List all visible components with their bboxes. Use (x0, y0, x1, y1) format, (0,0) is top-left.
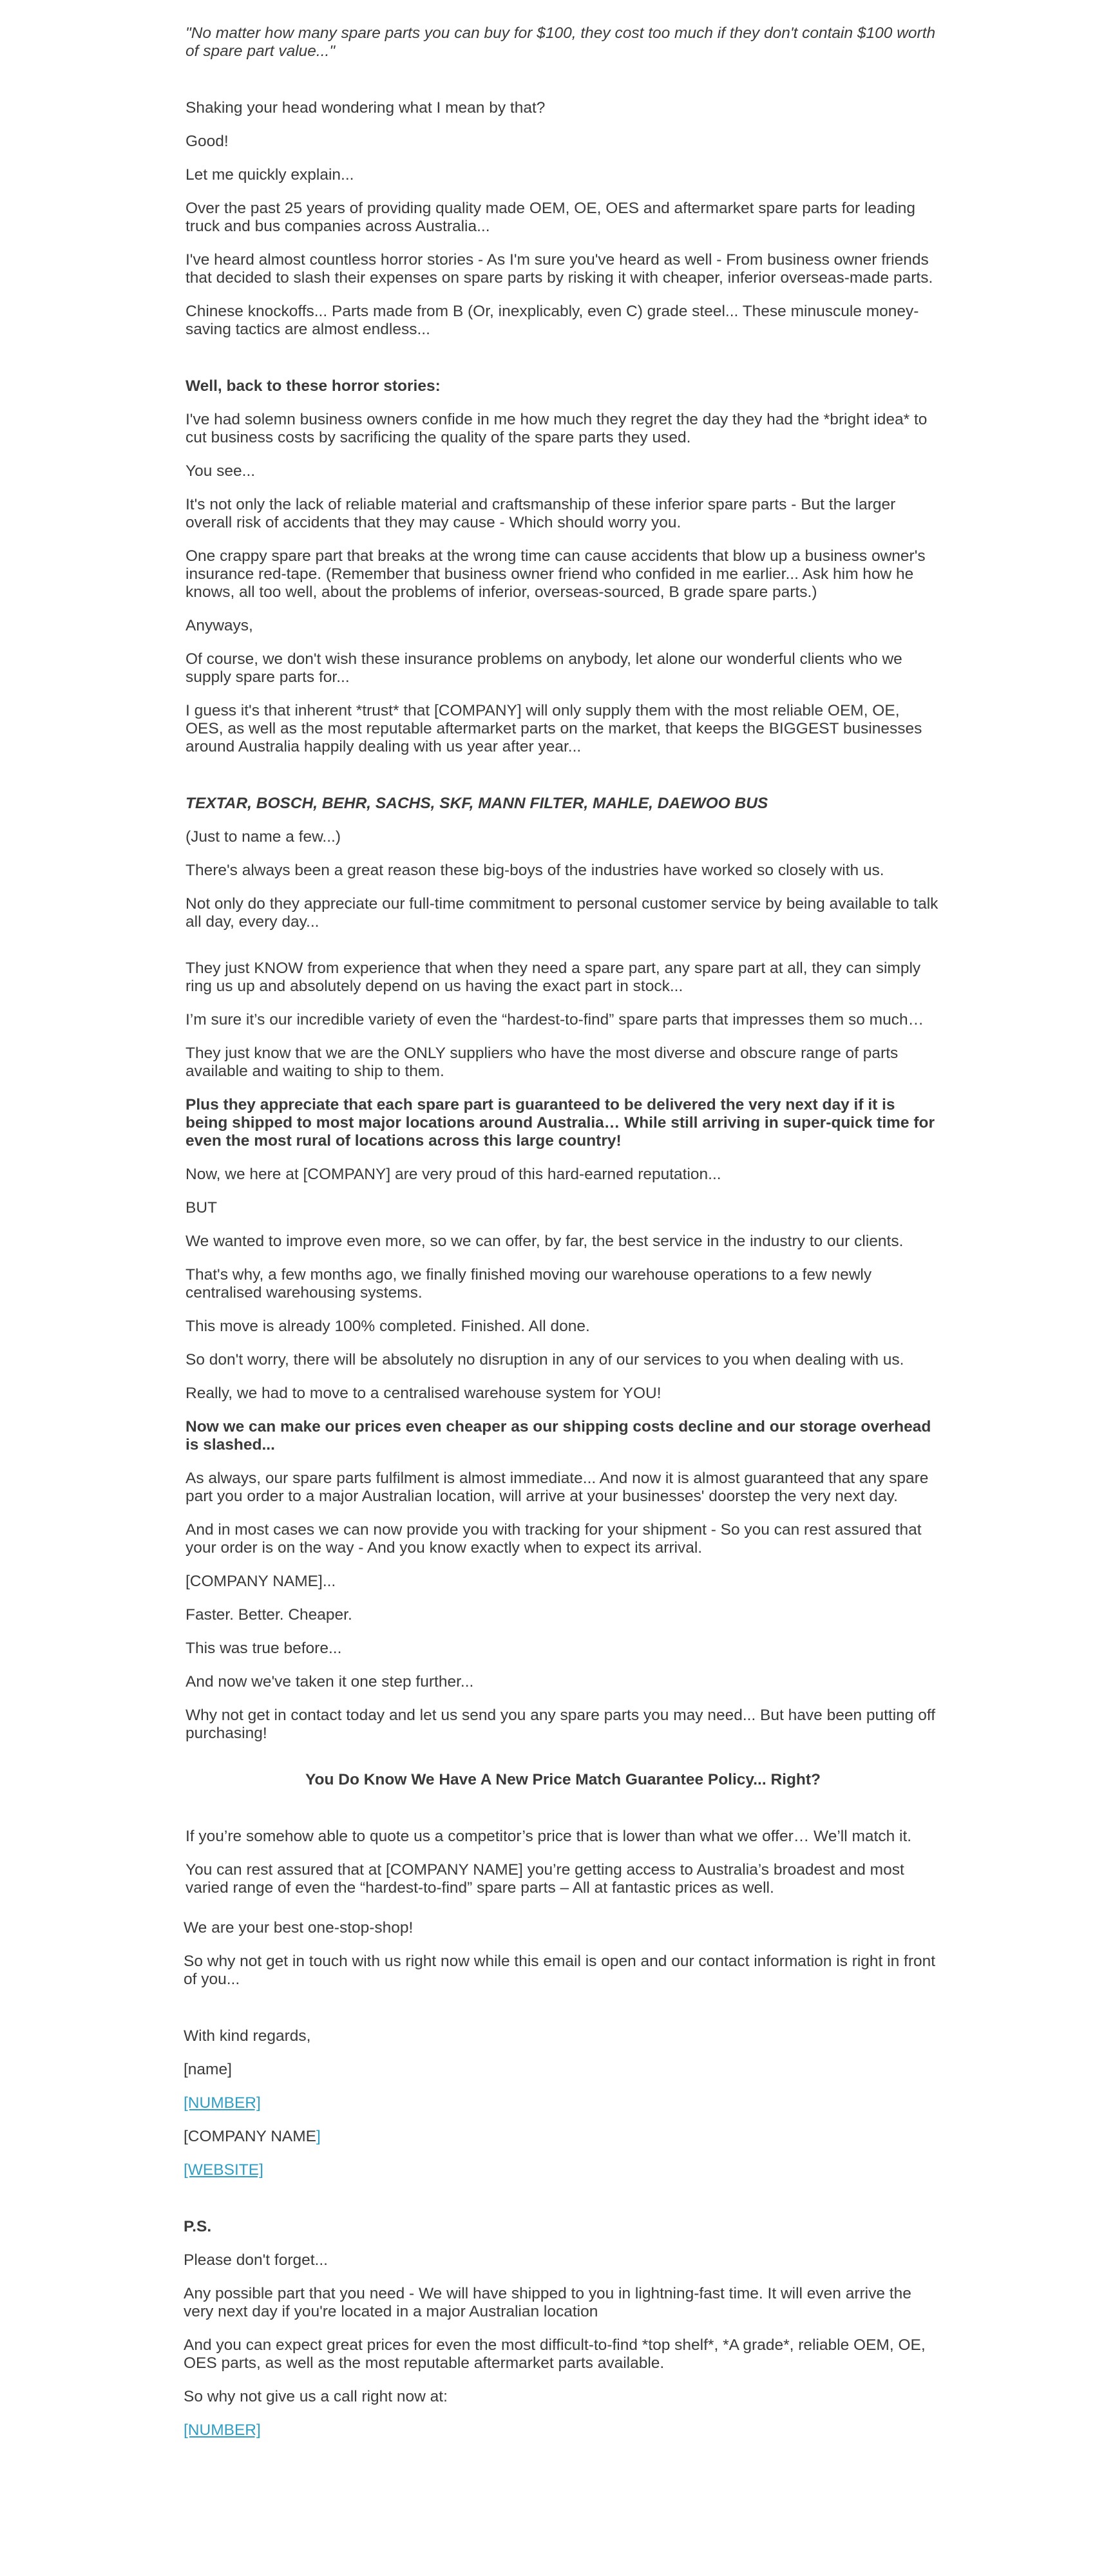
horror-paragraph: Anyways, (186, 617, 253, 634)
postscript-block (184, 2218, 940, 2439)
price-match-paragraph: You can rest assured that at [COMPANY NAME] you’re getting access to Australia’s broadest and most varied range of even the “hardest-to-find” spare parts – All at fantastic prices as well. (186, 1861, 904, 1897)
next-day-delivery-statement: Plus they appreciate that each spare part is guaranteed to be delivered the very next day if it is being shipped to most major locations around Australia… While still arriving in super-quick time for even the most rural of locations across this large country! (186, 1096, 935, 1150)
warehouse-paragraph: BUT (186, 1199, 217, 1217)
warehouse-paragraph: This move is already 100% completed. Finished. All done. (186, 1318, 590, 1335)
sender-name: [name] (184, 2061, 232, 2078)
brands-paragraph: (Just to name a few...) (186, 828, 341, 846)
brands-paragraph: Not only do they appreciate our full-time commitment to personal customer service by being available to talk all day, every day... (186, 895, 938, 931)
ps-paragraph: Any possible part that you need - We will have shipped to you in lightning-fast time. It will even arrive the very next day if you're located in a major Australian location (184, 2285, 911, 2320)
brands-paragraph: There's always been a great reason these big-boys of the industries have worked so closely with us. (186, 862, 884, 879)
horror-stories-heading: Well, back to these horror stories: (186, 377, 441, 395)
warehouse-paragraph: That's why, a few months ago, we finally finished moving our warehouse operations to a few newly centralised warehousing systems. (186, 1266, 872, 1302)
price-match-paragraph: If you’re somehow able to quote us a competitor’s price that is lower than what we offer… We’ll match it. (186, 1828, 912, 1845)
fulfilment-paragraph: As always, our spare parts fulfilment is almost immediate... And now it is almost guaranteed that any spare part you order to a major Australian location, will arrive at your businesses' doorstep the very next day. (186, 1470, 929, 1505)
sign-off: With kind regards, (184, 2027, 311, 2045)
cheaper-prices-statement: Now we can make our prices even cheaper as our shipping costs decline and our storage overhead is slashed... (186, 1418, 931, 1454)
fulfilment-paragraph: This was true before... (186, 1640, 342, 1657)
ps-paragraph: Please don't forget... (184, 2251, 328, 2269)
intro-paragraph: Shaking your head wondering what I mean by that? (186, 99, 546, 117)
ps-phone-line (184, 2421, 940, 2439)
phone-number-link[interactable]: [NUMBER] (184, 2094, 261, 2112)
fulfilment-paragraph: And in most cases we can now provide you with tracking for your shipment - So you can rest assured that your order is on the way - And you know exactly when to expect its arrival. (186, 1521, 922, 1557)
intro-paragraph: Over the past 25 years of providing quality made OEM, OE, OES and aftermarket spare parts for leading truck and bus companies across Australia... (186, 200, 915, 235)
intro-paragraph: Let me quickly explain... (186, 166, 354, 184)
horror-paragraph: You see... (186, 462, 256, 480)
company-name-bracket: ] (316, 2128, 321, 2145)
horror-paragraph: I've had solemn business owners confide in me how much they regret the day they had the *bright idea* to cut business costs by sacrificing the quality of the spare parts they used. (186, 411, 928, 446)
ps-label: P.S. (184, 2218, 212, 2235)
stock-paragraph: They just KNOW from experience that when they need a spare part, any spare part at all, they can simply ring us up and absolutely depend on us having the exact part in stock... (186, 960, 921, 995)
phone-line (184, 2094, 940, 2112)
opening-quote: "No matter how many spare parts you can buy for $100, they cost too much if they don't contain $100 worth of spare part value..." (186, 24, 936, 60)
signature-block (184, 2027, 940, 2179)
warehouse-paragraph: So don't worry, there will be absolutely no disruption in any of our services to you when dealing with us. (186, 1351, 904, 1368)
brands-heading: TEXTAR, BOSCH, BEHR, SACHS, SKF, MANN FILTER, MAHLE, DAEWOO BUS (186, 795, 768, 812)
intro-paragraph: Chinese knockoffs... Parts made from B (Or, inexplicably, even C) grade steel... These minuscule money-saving tactics are almost endless... (186, 303, 919, 338)
stock-paragraph: They just know that we are the ONLY suppliers who have the most diverse and obscure range of parts available and waiting to ship to them. (186, 1045, 899, 1080)
fulfilment-paragraph: [COMPANY NAME]... (186, 1573, 336, 1590)
ps-paragraph: So why not give us a call right now at: (184, 2388, 448, 2405)
stock-paragraph: I’m sure it’s our incredible variety of even the “hardest-to-find” spare parts that impresses them so much… (186, 1011, 924, 1028)
intro-paragraph: Good! (186, 133, 229, 150)
email-body (186, 24, 940, 2455)
price-match-heading: You Do Know We Have A New Price Match Guarantee Policy... Right? (305, 1771, 821, 1788)
ps-paragraph: And you can expect great prices for even the most difficult-to-find *top shelf*, *A grade*, reliable OEM, OE, OES parts, as well as the most reputable aftermarket parts available. (184, 2336, 926, 2372)
get-in-touch-paragraph: So why not get in touch with us right now while this email is open and our contact information is right in front of you... (184, 1953, 936, 1988)
warehouse-paragraph: Now, we here at [COMPANY] are very proud of this hard-earned reputation... (186, 1166, 721, 1183)
fulfilment-paragraph: Faster. Better. Cheaper. (186, 1606, 352, 1624)
warehouse-paragraph: Really, we had to move to a centralised warehouse system for YOU! (186, 1385, 662, 1402)
company-name-line (184, 2128, 940, 2146)
horror-paragraph: I guess it's that inherent *trust* that [COMPANY] will only supply them with the most reliable OEM, OE, OES, as well as the most reputable aftermarket parts on the market, that keeps the BIGGEST businesses around Australia happily dealing with us year after year... (186, 702, 922, 755)
website-line (184, 2161, 940, 2179)
one-stop-shop-line: We are your best one-stop-shop! (184, 1919, 414, 1937)
warehouse-paragraph: We wanted to improve even more, so we can offer, by far, the best service in the industry to our clients. (186, 1233, 904, 1250)
company-name: [COMPANY NAME (184, 2128, 317, 2145)
horror-paragraph: Of course, we don't wish these insurance problems on anybody, let alone our wonderful clients who we supply spare parts for... (186, 650, 902, 686)
horror-paragraph: It's not only the lack of reliable material and craftsmanship of these inferior spare parts - But the larger overall risk of accidents that they may cause - Which should worry you. (186, 496, 896, 531)
fulfilment-paragraph: Why not get in contact today and let us send you any spare parts you may need... But have been putting off purchasing! (186, 1707, 936, 1742)
website-link[interactable]: [WEBSITE] (184, 2161, 263, 2179)
ps-phone-number-link[interactable]: [NUMBER] (184, 2421, 261, 2439)
horror-paragraph: One crappy spare part that breaks at the wrong time can cause accidents that blow up a business owner's insurance red-tape. (Remember that business owner friend who confided in me earlier... Ask him how he knows, all too well, about the problems of inferior, overseas-sourced, B grade spare parts.) (186, 547, 926, 601)
fulfilment-paragraph: And now we've taken it one step further... (186, 1673, 474, 1690)
intro-paragraph: I've heard almost countless horror stories - As I'm sure you've heard as well - From business owner friends that decided to slash their expenses on spare parts by risking it with cheaper, inferior overseas-made parts. (186, 251, 933, 287)
